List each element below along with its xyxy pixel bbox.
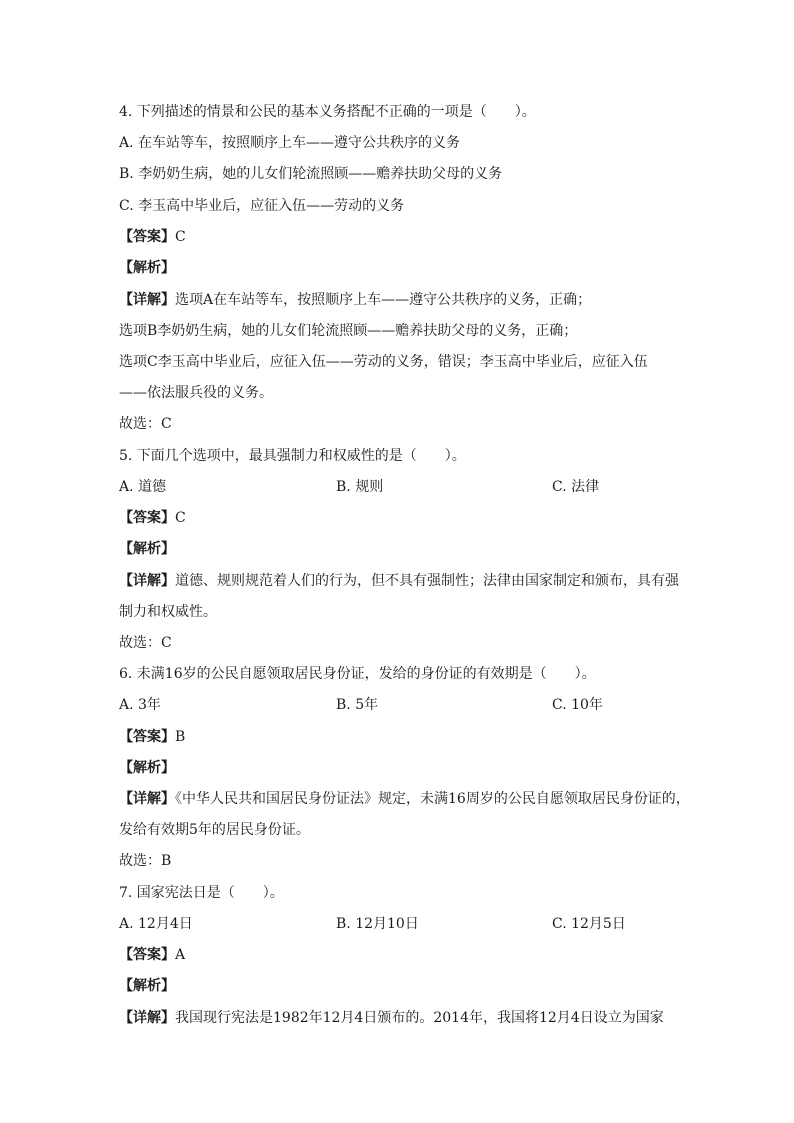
question-7-detail-line-1 [119, 1008, 679, 1028]
question-5-stem: 5. 下面几个选项中，最具强制力和权威性的是（ ）。 [119, 448, 466, 464]
question-5-analysis-heading: 【解析】 [119, 541, 175, 557]
question-6-analysis-heading: 【解析】 [119, 760, 175, 776]
question-4-answer [119, 227, 679, 247]
answer-tag: 【答案】 [119, 729, 175, 745]
detail-tag: 【详解】 [119, 791, 175, 807]
question-7-option-a: A. 12月4日 [119, 916, 193, 932]
question-4-option-c: C. 李玉高中毕业后，应征入伍——劳动的义务 [119, 198, 405, 214]
question-6-option-a: A. 3年 [119, 697, 161, 713]
detail-tag: 【详解】 [119, 292, 175, 308]
question-5-choose: 故选：C [119, 635, 172, 651]
detail-text: 我国现行宪法是1982年12月4日颁布的。2014年，我国将12月4日设立为国家 [175, 1010, 664, 1026]
question-6-stem: 6. 未满16岁的公民自愿领取居民身份证，发给的身份证的有效期是（ ）。 [119, 666, 596, 682]
question-7-analysis-heading: 【解析】 [119, 978, 175, 994]
detail-text: 选项A在车站等车，按照顺序上车——遵守公共秩序的义务，正确； [175, 292, 592, 308]
question-6-option-c: C. 10年 [552, 697, 603, 713]
question-5-detail-line-2: 制力和权威性。 [119, 604, 217, 620]
question-4-detail-line-4: ——依法服兵役的义务。 [119, 385, 273, 401]
question-4-detail-line-3: 选项C李玉高中毕业后，应征入伍——劳动的义务，错误；李玉高中毕业后，应征入伍 [119, 354, 648, 370]
question-5-option-c: C. 法律 [552, 479, 600, 495]
question-6-choose: 故选：B [119, 853, 172, 869]
question-4-option-a: A. 在车站等车，按照顺序上车——遵守公共秩序的义务 [119, 135, 461, 151]
answer-value: C [175, 510, 186, 526]
question-5-answer [119, 508, 679, 528]
detail-text: 道德、规则规范着人们的行为，但不具有强制性；法律由国家制定和颁布，具有强 [175, 573, 679, 589]
question-5-option-a: A. 道德 [119, 479, 167, 495]
detail-text: 《中华人民共和国居民身份证法》规定，未满16周岁的公民自愿领取居民身份证的， [175, 791, 690, 807]
question-7-stem: 7. 国家宪法日是（ ）。 [119, 885, 284, 901]
question-4-detail-line-2: 选项B李奶奶生病，她的儿女们轮流照顾——赡养扶助父母的义务，正确； [119, 323, 578, 339]
question-6-answer [119, 727, 679, 747]
question-6-option-b: B. 5年 [336, 697, 379, 713]
answer-tag: 【答案】 [119, 947, 175, 963]
detail-tag: 【详解】 [119, 1010, 175, 1026]
question-4-option-b: B. 李奶奶生病，她的儿女们轮流照顾——赡养扶助父母的义务 [119, 166, 503, 182]
question-7-answer [119, 945, 679, 965]
answer-value: A [175, 947, 186, 963]
question-4-analysis-heading: 【解析】 [119, 260, 175, 276]
question-6-detail-line-2: 发给有效期5年的居民身份证。 [119, 822, 310, 838]
answer-value: B [175, 729, 186, 745]
question-7-option-b: B. 12月10日 [336, 916, 419, 932]
question-5-detail-line-1 [119, 571, 679, 591]
question-4-detail-line-1 [119, 290, 679, 310]
detail-tag: 【详解】 [119, 573, 175, 589]
question-4-stem: 4. 下列描述的情景和公民的基本义务搭配不正确的一项是（ ）。 [119, 104, 536, 120]
question-4-choose: 故选：C [119, 416, 172, 432]
question-6-detail-line-1 [119, 789, 690, 809]
answer-tag: 【答案】 [119, 229, 175, 245]
question-7-option-c: C. 12月5日 [552, 916, 626, 932]
answer-value: C [175, 229, 186, 245]
question-5-option-b: B. 规则 [336, 479, 384, 495]
answer-tag: 【答案】 [119, 510, 175, 526]
